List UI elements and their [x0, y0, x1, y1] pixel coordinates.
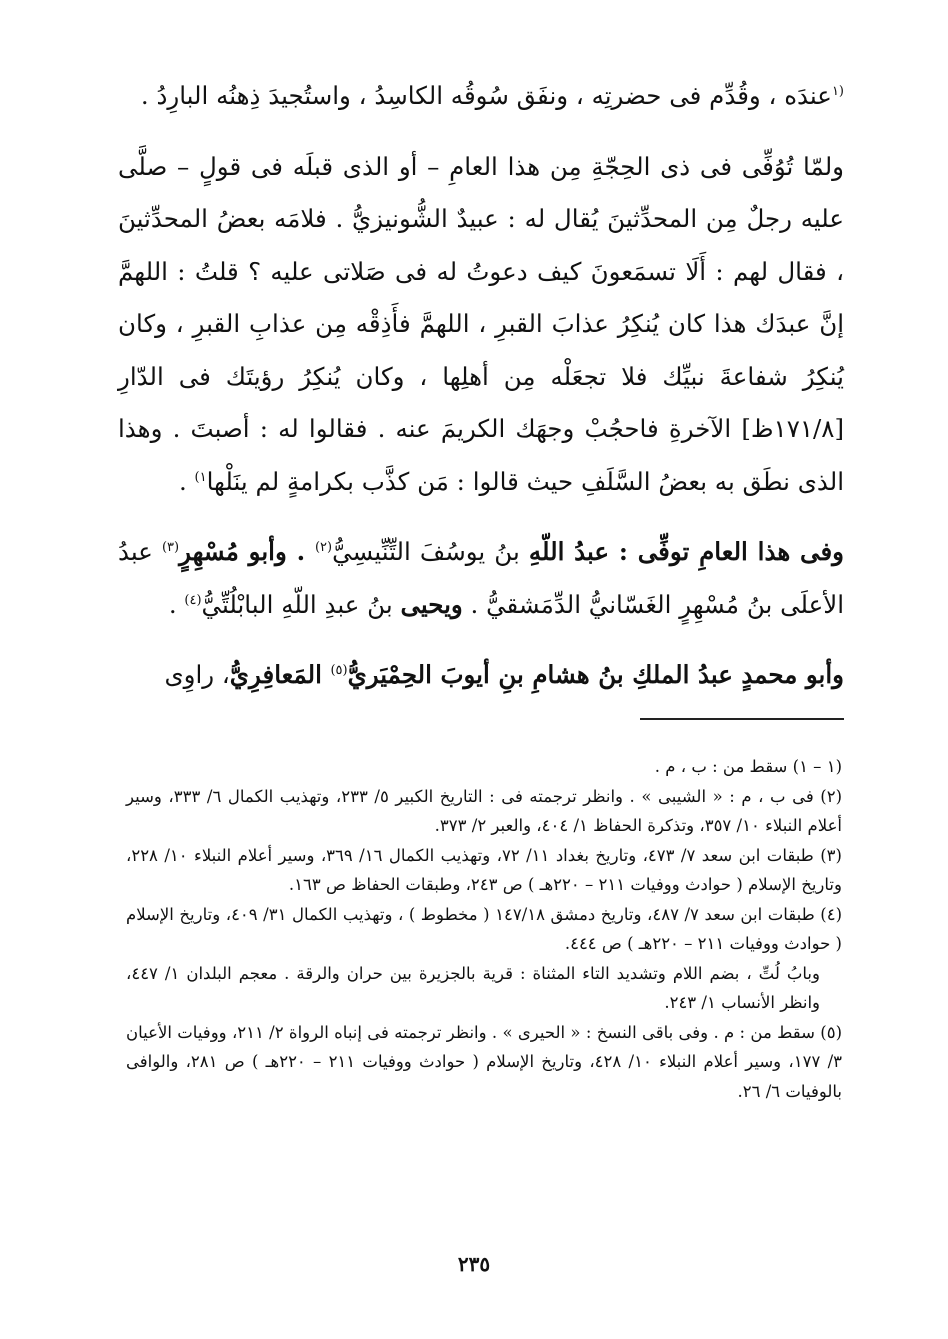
- bold-name: ويحيى: [400, 589, 463, 619]
- footnote: (٣) طبقات ابن سعد ٧/ ٤٧٣، وتاريخ بغداد ١١/ ٧٢، وتهذيب الكمال ١٦/ ٣٦٩، وسير أعلام النبلاء ١٠/ ٢٢٨، وتاريخ الإسلام ( حوادث ووفيات ٢١١ – ٢٢٠هـ ) ص ٢٤٣، وطبقات الحفاظ ص ١٦٣.: [126, 845, 842, 894]
- paragraph-text: ولمّا تُوُفِّى فى ذى الحِجّةِ مِن هذا العامِ – أو الذى قبلَه فى قولٍ – صلَّى عليه رجلٌ مِن المحدِّثينَ يُقال له : عبيدٌ الشُّونيزيُّ . فلامَه بعضُ المحدِّثينَ ، فقال لهم : أَلَا تسمَعونَ كيف دعوتُ له فى صَلاتى عليه ؟ قلتُ : اللهمَّ إنَّ عبدَك هذا كان يُنكِرُ عذابَ القبرِ ، اللهمَّ فأَذِقْه مِن عذابِ القبرِ ، وكان يُنكِرُ شفاعةَ نبيِّك فلا تجعَلْه مِن أهلِها ، وكان يُنكِرُ رؤيتَك فى الدّارِ: [118, 151, 844, 391]
- paragraph-text: عندَه ، وقُدِّم فى حضرتِه ، ونفَق سُوقُه الكاسِدُ ، واستُجيدَ ذِهنُه البارِدُ .: [140, 81, 832, 110]
- footnote-ref: (٢): [314, 539, 333, 555]
- bold-name: وفى هذا العامِ توفِّى : عبدُ اللّهِ: [528, 537, 845, 566]
- footnote-mark: ١): [194, 469, 207, 485]
- footnote: (١ – ١) سقط من : ب ، م .: [654, 757, 842, 776]
- bold-name: . وأبو مُسْهِرٍ: [179, 537, 315, 566]
- footnote: وبابُ لُتِّ ، بضم اللام وتشديد التاء المثناة : قرية بالجزيرة بين حران والرقة . معجم البلدان ١/ ٤٤٧، وانظر الأنساب ١/ ٢٤٣.: [126, 963, 820, 1012]
- footnote-ref: (٤): [184, 592, 202, 608]
- main-text: [118, 70, 844, 702]
- paragraph-3: وفى هذا العامِ توفِّى : عبدُ اللّهِ بنُ يوسُفَ التِّنِّيسِيُّ$^{(٢)}$ . وأبو مُسْهِرٍ$^{(٣)}$ عبدُ الأعلَى بنُ مُسْهِرٍ الغَسّانيُّ الدِّمَشقيُّ . ويحيى بنُ عبدِ اللّهِ البابْلُتِّيُّ$^{(٤)}$ .: [118, 537, 845, 619]
- footnote-ref: (٣): [161, 539, 180, 555]
- footnote: (٥) سقط من : م . وفى باقى النسخ : « الحيرى » . وانظر ترجمته فى إنباه الرواة ٢/ ٢١١، ووفيات الأعيان ٣/ ١٧٧، وسير أعلام النبلاء ١٠/ ٤٢٨، وتاريخ الإسلام ( حوادث ووفيات ٢١١ – ٢٢٠هـ ) ص ٢٨١، والوافى بالوفيات ٦/ ٢٦.: [126, 1022, 843, 1101]
- paragraph-4: وأبو محمدٍ عبدُ الملكِ بنُ هشامِ بنِ أيوبَ الحِمْيَريُّ$^{(٥)}$ المَعافِرِيُّ، راوِى: [164, 660, 844, 689]
- footnote: (٢) فى ب ، م : « الشيبى » . وانظر ترجمته فى : التاريخ الكبير ٥/ ٢٣٣، وتهذيب الكمال ٦/ ٣٣٣، وسير أعلام النبلاء ١٠/ ٣٥٧، وتذكرة الحفاظ ١/ ٤٠٤، والعبر ٢/ ٣٧٣.: [126, 786, 843, 835]
- bold-name: وأبو محمدٍ عبدُ الملكِ بنُ هشامِ بنِ أيوبَ الحِمْيَريُّ: [347, 660, 844, 689]
- footnote: (٤) طبقات ابن سعد ٧/ ٤٨٧، وتاريخ دمشق ١٤٧/١٨ ( مخطوط ) ، وتهذيب الكمال ٣١/ ٤٠٩، وتاريخ الإسلام ( حوادث ووفيات ٢١١ – ٢٢٠هـ ) ص ٤٤٤.: [126, 904, 842, 953]
- footnote-mark: (١: [831, 83, 844, 99]
- folio-marker: [١٧١/٨ظ]: [741, 414, 844, 443]
- bold-name: المَعافِرِيُّ: [229, 660, 331, 689]
- footnote-divider: [640, 718, 844, 720]
- paragraph-2: ولمّا تُوُفِّى فى ذى الحِجّةِ مِن هذا العامِ – أو الذى قبلَه فى قولٍ – صلَّى عليه رجلٌ مِن المحدِّثينَ يُقال له : عبيدٌ الشُّونيزيُّ . فلامَه بعضُ المحدِّثينَ ، فقال لهم : أَلَا تسمَعونَ كيف دعوتُ له فى صَلاتى عليه ؟ قلتُ : اللهمَّ إنَّ عبدَك هذا كان يُنكِرُ عذابَ القبرِ ، اللهمَّ فأَذِقْه مِن عذابِ القبرِ ، وكان يُنكِرُ شفاعةَ نبيِّك فلا تجعَلْه مِن أهلِها ، وكان يُنكِرُ رؤيتَك فى الدّارِ [١٧١/٨ظ] الآخرةِ فاحجُبْ وجهَك الكريمَ عنه . فقالوا له : أصبتَ . وهذا الذى نطَق به بعضُ السَّلَفِ حيث قالوا : مَن كذَّب بكرامةٍ لم ينَلْها$^{١)}$ .: [118, 151, 844, 496]
- footnote-ref: (٥): [330, 662, 348, 678]
- footnotes: [126, 752, 842, 1106]
- page-number: ٢٣٥: [457, 1252, 491, 1276]
- paragraph-text: الآخرةِ فاحجُبْ وجهَك الكريمَ عنه . فقالوا له : أصبتَ . وهذا الذى نطَق به بعضُ السَّلَفِ حيث قالوا : مَن كذَّب بكرامةٍ لم ينَلْها: [118, 414, 844, 496]
- paragraph-1: [118, 70, 844, 123]
